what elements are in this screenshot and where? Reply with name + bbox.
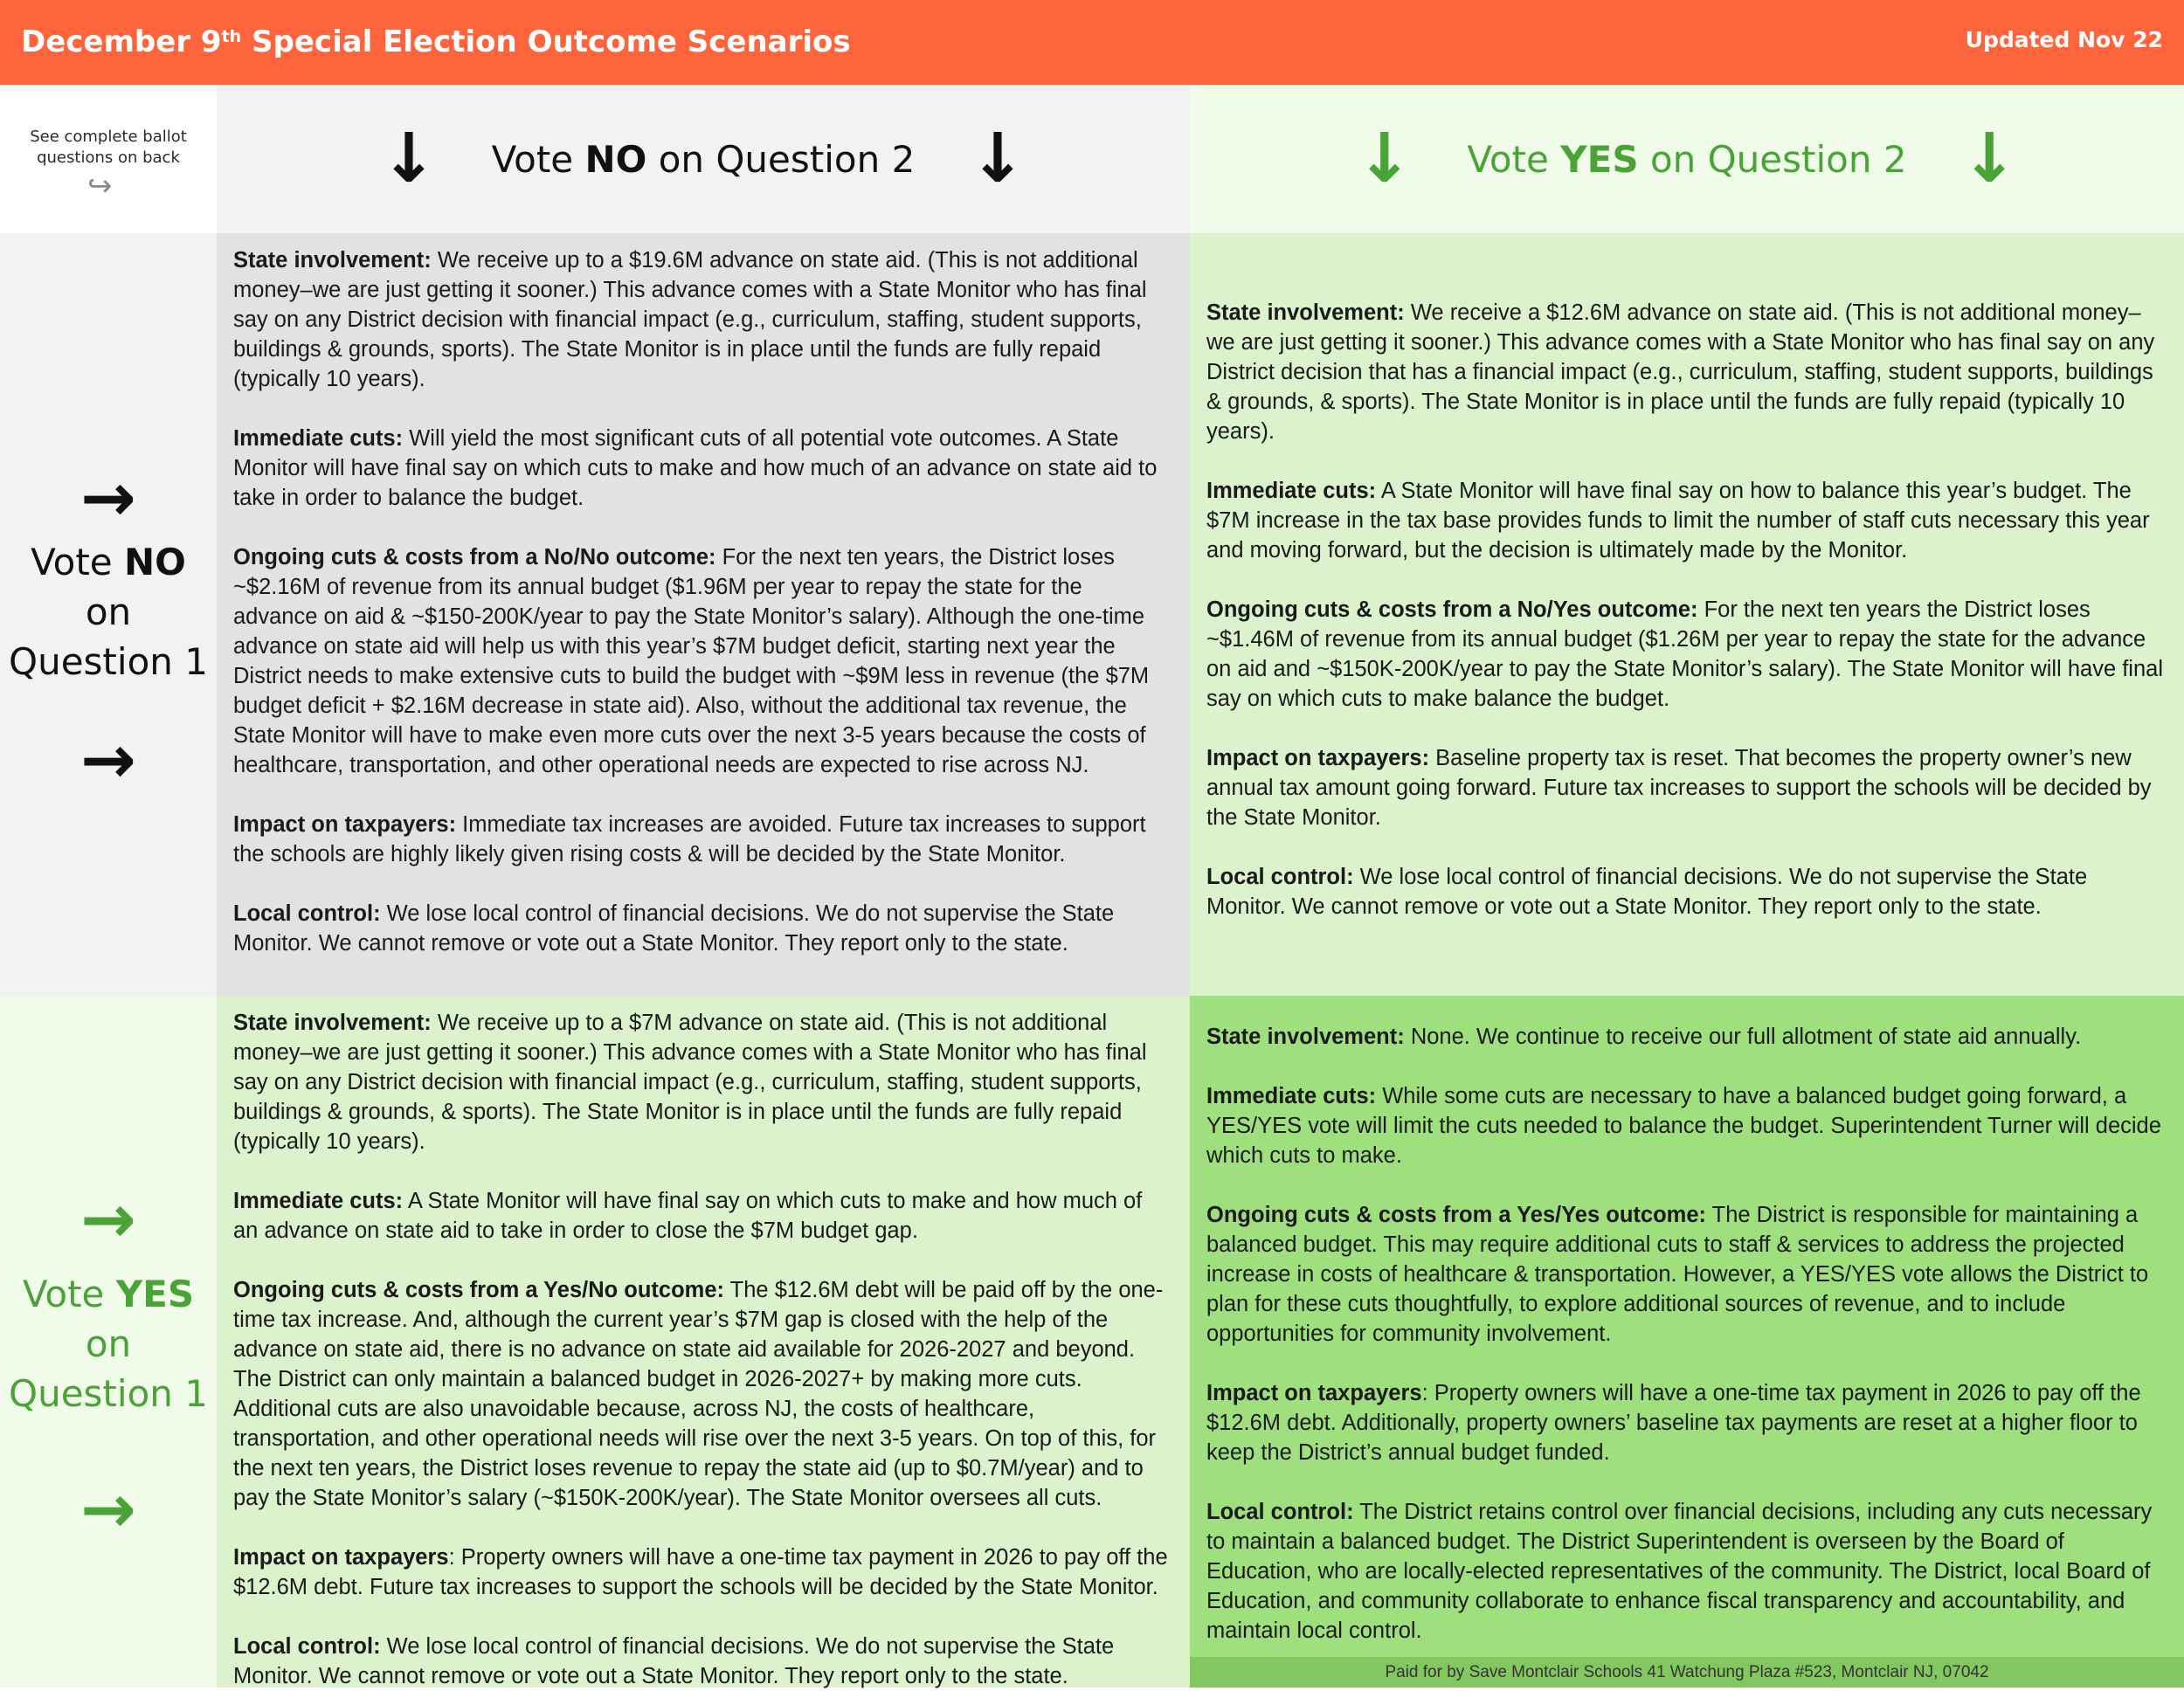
arrow-right-icon: → <box>80 1180 136 1258</box>
row-label-no-q1: Vote NO on Question 1 <box>9 541 208 683</box>
scenario-no-no <box>217 233 1190 996</box>
taxpayer-impact: Impact on taxpayers: Immediate tax increases are avoided. Future tax increases to support the schools are highly likely given rising costs & will be decided by the State Monitor. <box>233 812 1146 866</box>
page-header <box>0 0 2184 85</box>
ongoing-cuts: Ongoing cuts & costs from a Yes/Yes outcome: The District is responsible for maintaining a balanced budget. This may require additional cuts to staff & services to address the projected increase in costs of healthcare & transportation. However, a YES/YES vote allows the District to plan for these cuts thoughtfully, to explore additional sources of revenue, and to include opportunities for community involvement. <box>1206 1203 2149 1346</box>
paid-for-footer: Paid for by Save Montclair Schools 41 Watchung Plaza #523, Montclair NJ, 07042 <box>1190 1657 2184 1688</box>
local-control: Local control: We lose local control of financial decisions. We do not supervise the State Monitor. We cannot remove or vote out a State Monitor. They report only to the state. <box>233 901 1115 956</box>
ordinal-suffix: th <box>221 27 242 46</box>
immediate-cuts: Immediate cuts: A State Monitor will have final say on which cuts to make and how much of an advance on state aid to take in order to close the $7M budget gap. <box>233 1189 1143 1243</box>
local-control: Local control: We lose local control of financial decisions. We do not supervise the State Monitor. We cannot remove or vote out a State Monitor. They report only to the state. <box>233 1634 1115 1688</box>
taxpayer-impact: Impact on taxpayers: Baseline property tax is reset. That becomes the property owner’s new annual tax amount going forward. Future tax increases to support the schools will be decided by the State Monitor. <box>1206 746 2152 830</box>
row-header-yes-q1 <box>0 996 217 1688</box>
ongoing-cuts: Ongoing cuts & costs from a No/Yes outcome: For the next ten years the District loses ~$1.46M of revenue from its annual budget ($1.26M per year to repay the state for the advance on aid and ~$150K-200K/year to pay the State Monitor’s salary). The State Monitor will have final say on which cuts to make balance the budget. <box>1206 597 2164 711</box>
column-header-no-q2 <box>217 85 1190 233</box>
local-control: Local control: We lose local control of financial decisions. We do not supervise the State Monitor. We cannot remove or vote out a State Monitor. They report only to the state. <box>1206 865 2088 919</box>
ballot-note: See complete ballot questions on back <box>30 128 187 167</box>
scenario-no-yes <box>1190 233 2184 996</box>
curved-arrow-icon: ↪ <box>87 169 113 203</box>
immediate-cuts: Immediate cuts: A State Monitor will have final say on how to balance this year’s budget. The $7M increase in the tax base provides funds to limit the number of staff cuts necessary this year and moving forward, but the decision is ultimately made by the Monitor. <box>1206 479 2150 563</box>
arrow-down-icon: ↓ <box>380 120 438 198</box>
column-label-no-q2: Vote NO on Question 2 <box>491 137 916 181</box>
corner-cell <box>0 85 217 233</box>
state-involvement: State involvement: We receive a $12.6M advance on state aid. (This is not additional money–we are just getting it sooner.) This advance comes with a State Monitor who has final say on any District decision that has a financial impact (e.g., curriculum, staffing, student supports, buildings & grounds, & sports). The State Monitor is in place until the funds are fully repaid (typically 10 years). <box>1206 300 2155 444</box>
page-title: December 9th Special Election Outcome Scenarios <box>21 24 851 59</box>
column-label-yes-q2: Vote YES on Question 2 <box>1467 137 1907 181</box>
local-control: Local control: The District retains control over financial decisions, including any cuts necessary to maintain a balanced budget. The District Superintendent is overseen by the Board of Education, who are locally-elected representatives of the community. The District, local Board of Education, and community collaborate to enhance fiscal transparency and accountability, and maintain local control. <box>1206 1500 2153 1643</box>
immediate-cuts: Immediate cuts: While some cuts are necessary to have a balanced budget going forward, a YES/YES vote will limit the cuts needed to balance the budget. Superintendent Turner will decide which cuts to make. <box>1206 1084 2161 1168</box>
scenario-yes-no <box>217 996 1190 1688</box>
arrow-down-icon: ↓ <box>1356 120 1413 198</box>
row-label-yes-q1: Vote YES on Question 1 <box>9 1273 208 1415</box>
arrow-down-icon: ↓ <box>1960 120 2018 198</box>
arrow-right-icon: → <box>80 721 136 798</box>
ongoing-cuts: Ongoing cuts & costs from a Yes/No outcome: The $12.6M debt will be paid off by the one-time tax increase. And, although the current year’s $7M gap is closed with the help of the advance on state aid, there is no advance on state aid available for 2026-2027 and beyond. The District can only maintain a balanced budget in 2026-2027+ by making more cuts. Additional cuts are also unavoidable because, across NJ, the costs of healthcare, transportation, and other operational needs will rise over the next 3-5 years. On top of this, for the next ten years, the District loses revenue to repay the state aid (up to $0.7M/year) and to pay the State Monitor’s salary (~$150K-200K/year). The State Monitor oversees all cuts. <box>233 1278 1164 1510</box>
arrow-right-icon: → <box>80 459 136 536</box>
taxpayer-impact: Impact on taxpayers: Property owners will have a one-time tax payment in 2026 to pay off the $12.6M debt. Future tax increases to support the schools will be decided by the State Monitor. <box>233 1545 1168 1599</box>
updated-date: Updated Nov 22 <box>1965 27 2163 52</box>
arrow-right-icon: → <box>80 1470 136 1548</box>
immediate-cuts: Immediate cuts: Will yield the most significant cuts of all potential vote outcomes. A State Monitor will have final say on which cuts to make and how much of an advance on state aid to take in order to balance the budget. <box>233 426 1158 510</box>
column-header-yes-q2 <box>1190 85 2184 233</box>
scenario-yes-yes <box>1190 996 2184 1657</box>
state-involvement: State involvement: None. We continue to receive our full allotment of state aid annually. <box>1206 1025 2082 1049</box>
state-involvement: State involvement: We receive up to a $7M advance on state aid. (This is not additional money–we are just getting it sooner.) This advance comes with a State Monitor who has final say on any District decision with financial impact (e.g., curriculum, staffing, student supports, buildings & grounds, & sports). The State Monitor is in place until the funds are fully repaid (typically 10 years). <box>233 1011 1147 1154</box>
ongoing-cuts: Ongoing cuts & costs from a No/No outcome: For the next ten years, the District loses ~$2.16M of revenue from its annual budget ($1.96M per year to repay the state for the advance on aid & ~$150-200K/year to pay the State Monitor’s salary). Although the one-time advance on state aid will help us with this year’s $7M budget deficit, starting next year the District needs to make extensive cuts to build the budget with ~$9M less in revenue (the $7M budget deficit + $2.16M decrease in state aid). Also, without the additional tax revenue, the State Monitor will have to make even more cuts over the next 3-5 years because the costs of healthcare, transportation, and other operational needs are expected to rise across NJ. <box>233 545 1150 777</box>
arrow-down-icon: ↓ <box>969 120 1026 198</box>
row-header-no-q1 <box>0 233 217 996</box>
state-involvement: State involvement: We receive up to a $19.6M advance on state aid. (This is not additional money–we are just getting it sooner.) This advance comes with a State Monitor who has final say on any District decision with financial impact (e.g., curriculum, staffing, student supports, buildings & grounds, sports). The State Monitor is in place until the funds are fully repaid (typically 10 years). <box>233 248 1147 391</box>
taxpayer-impact: Impact on taxpayers: Property owners will have a one-time tax payment in 2026 to pay off the $12.6M debt. Additionally, property owners’ baseline tax payments are reset at a higher floor to keep the District’s annual budget funded. <box>1206 1381 2141 1465</box>
